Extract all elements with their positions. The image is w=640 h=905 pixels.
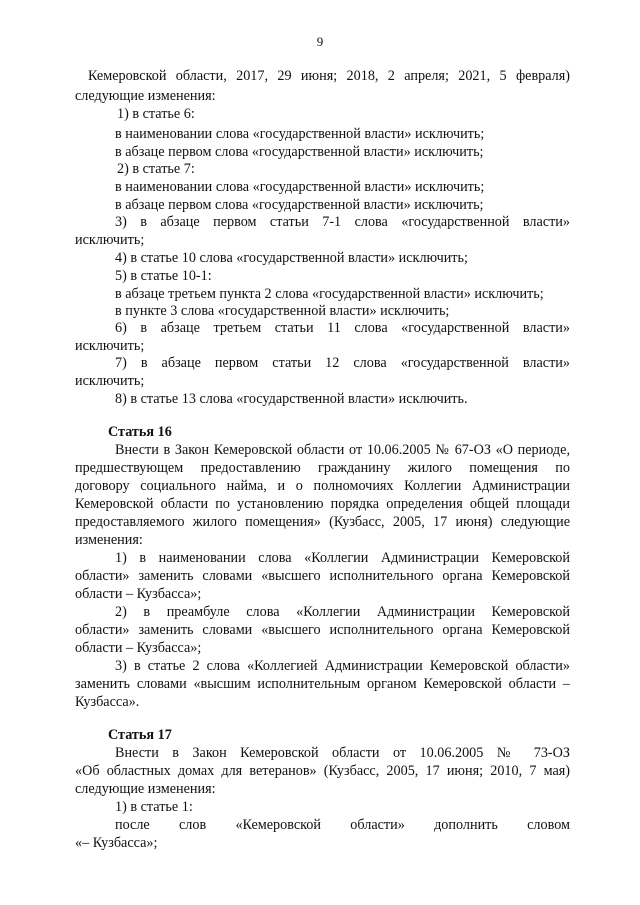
text-line: 5) в статье 10-1:	[115, 268, 212, 284]
text-line: Кемеровской области, 2017, 29 июня; 2018, 2 апреля; 2021, 5 февраля)	[88, 68, 570, 84]
text-line: изменения:	[75, 532, 143, 548]
text-line: исключить;	[75, 373, 145, 389]
text-line: исключить;	[75, 232, 145, 248]
text-line: исключить;	[75, 338, 145, 354]
text-line: в абзаце третьем пункта 2 слова «государственной власти» исключить;	[115, 286, 544, 302]
text-line: заменить словами «высшим исполнительным органом Кемеровской области –	[75, 676, 570, 692]
text-line: 1) в наименовании слова «Коллегии Администрации Кемеровской	[115, 550, 570, 566]
text-line: 2) в преамбуле слова «Коллегии Администрации Кемеровской	[115, 604, 570, 620]
text-line: следующие изменения:	[75, 88, 216, 104]
article-heading: Статья 16	[108, 424, 172, 440]
text-line: области – Кузбасса»;	[75, 640, 202, 656]
text-line: в наименовании слова «государственной власти» исключить;	[115, 179, 485, 195]
text-line: области – Кузбасса»;	[75, 586, 202, 602]
text-line: предоставляемого жилого помещения» (Кузбасс, 2005, 17 июня) следующие	[75, 514, 570, 530]
text-line: в абзаце первом слова «государственной власти» исключить;	[115, 197, 484, 213]
text-line: 1) в статье 1:	[115, 799, 193, 815]
page-number: 9	[316, 34, 324, 49]
text-line: 1) в статье 6:	[117, 106, 195, 122]
text-line: в абзаце первом слова «государственной власти» исключить;	[115, 144, 484, 160]
text-line: 3) в статье 2 слова «Коллегией Администрации Кемеровской области»	[115, 658, 570, 674]
text-line: следующие изменения:	[75, 781, 216, 797]
text-line: предшествующем предоставлению гражданину жилого помещения по	[75, 460, 570, 476]
text-line: Внести в Закон Кемеровской области от 10.06.2005 № 73-ОЗ	[115, 745, 570, 761]
text-line: в пункте 3 слова «государственной власти» исключить;	[115, 303, 450, 319]
text-line: области» заменить словами «высшего исполнительного органа Кемеровской	[75, 568, 570, 584]
text-line: 7) в абзаце первом статьи 12 слова «государственной власти»	[115, 355, 570, 371]
text-line: после слов «Кемеровской области» дополнить словом	[115, 817, 570, 833]
article-heading: Статья 17	[108, 727, 172, 743]
text-line: Кемеровской области по установлению порядка определения общей площади	[75, 496, 570, 512]
text-line: в наименовании слова «государственной власти» исключить;	[115, 126, 485, 142]
text-line: Внести в Закон Кемеровской области от 10.06.2005 № 67-ОЗ «О периоде,	[115, 442, 570, 458]
text-line: «– Кузбасса»;	[75, 835, 158, 851]
text-line: 6) в абзаце третьем статьи 11 слова «государственной власти»	[115, 320, 570, 336]
text-line: «Об областных домах для ветеранов» (Кузбасс, 2005, 17 июня; 2010, 7 мая)	[75, 763, 570, 779]
text-line: 4) в статье 10 слова «государственной власти» исключить;	[115, 250, 468, 266]
text-line: 2) в статье 7:	[117, 161, 195, 177]
text-line: 3) в абзаце первом статьи 7-1 слова «государственной власти»	[115, 214, 570, 230]
text-line: 8) в статье 13 слова «государственной власти» исключить.	[115, 391, 468, 407]
text-line: договору социального найма, и о полномочиях Коллегии Администрации	[75, 478, 570, 494]
text-line: Кузбасса».	[75, 694, 140, 710]
text-line: области» заменить словами «высшего исполнительного органа Кемеровской	[75, 622, 570, 638]
